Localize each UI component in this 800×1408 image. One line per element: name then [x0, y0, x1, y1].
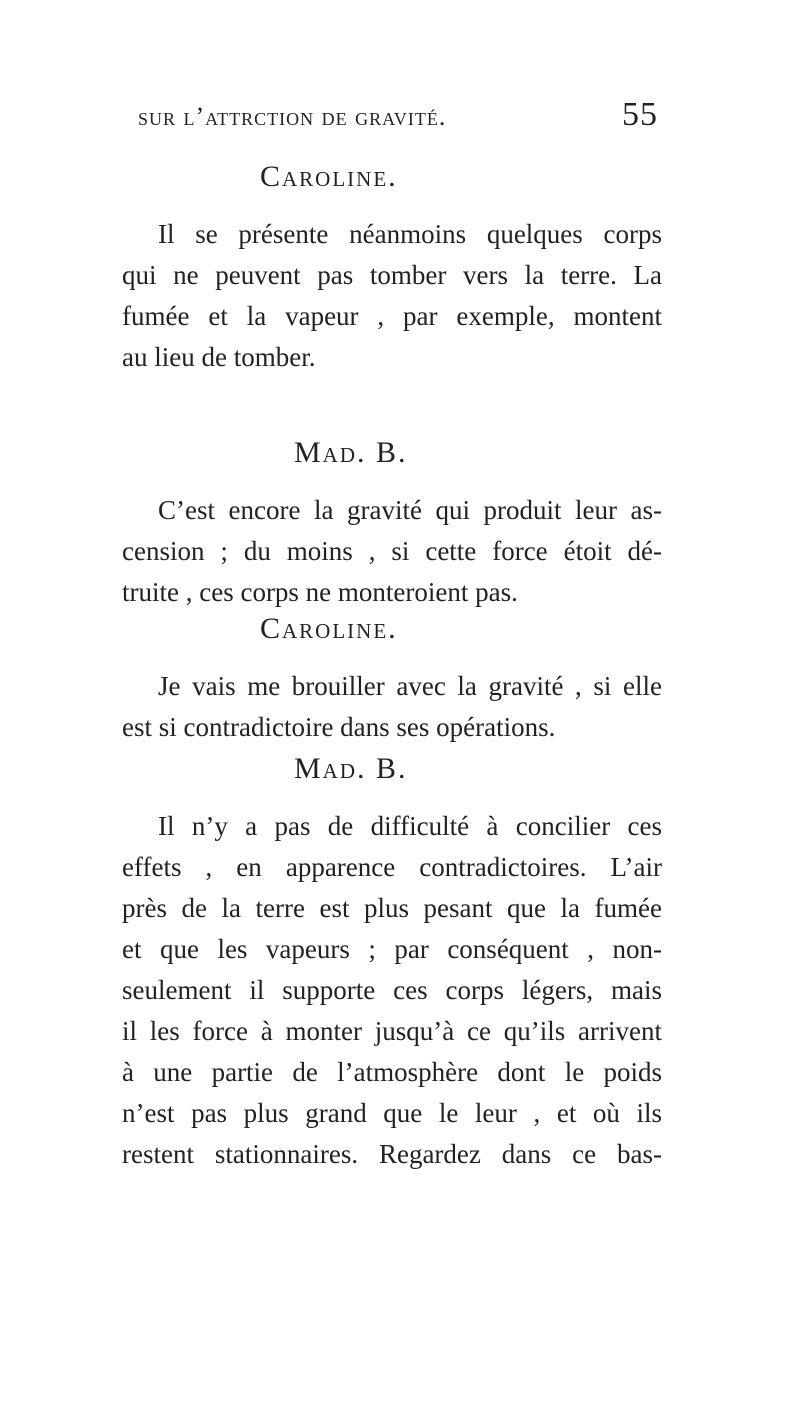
- text-line: il les force à monter jusqu’à ce qu’ils arrivent: [122, 1016, 662, 1046]
- speech-paragraph: [122, 806, 662, 1175]
- speaker-mad-b: Mad. B.: [294, 436, 408, 469]
- text-line: Il n’y a pas de difficulté à concilier ces: [158, 811, 662, 841]
- text-line: cension ; du moins , si cette force étoit dé-: [122, 536, 662, 566]
- running-title: sur l’attrction de gravité.: [138, 102, 447, 131]
- speech-paragraph: [122, 214, 662, 378]
- text-line: à une partie de l’atmosphère dont le poids: [122, 1057, 662, 1087]
- text-line: et que les vapeurs ; par conséquent , non-: [122, 934, 662, 964]
- text-line: près de la terre est plus pesant que la fumée: [122, 893, 662, 923]
- text-line: truite , ces corps ne monteroient pas.: [122, 577, 518, 607]
- text-line: n’est pas plus grand que le leur , et où ils: [122, 1098, 662, 1128]
- text-line: restent stationnaires. Regardez dans ce bas-: [122, 1139, 662, 1169]
- text-line: est si contradictoire dans ses opérations.: [122, 712, 556, 742]
- text-line: effets , en apparence contradictoires. L’air: [122, 852, 662, 882]
- page-number: 55: [622, 96, 658, 133]
- speaker-caroline: Caroline.: [260, 612, 398, 645]
- speaker-caroline: Caroline.: [260, 160, 398, 193]
- text-line: fumée et la vapeur , par exemple, montent: [122, 301, 662, 331]
- text-line: Je vais me brouiller avec la gravité , si elle: [158, 671, 662, 701]
- speech-paragraph: [122, 490, 662, 613]
- text-line: seulement il supporte ces corps légers, mais: [122, 975, 662, 1005]
- text-line: au lieu de tomber.: [122, 342, 316, 372]
- speech-paragraph: [122, 666, 662, 748]
- text-line: qui ne peuvent pas tomber vers la terre. La: [122, 260, 662, 290]
- text-line: Il se présente néanmoins quelques corps: [158, 219, 662, 249]
- speaker-mad-b: Mad. B.: [294, 752, 408, 785]
- running-head: [138, 96, 658, 136]
- text-line: C’est encore la gravité qui produit leur as-: [158, 495, 662, 525]
